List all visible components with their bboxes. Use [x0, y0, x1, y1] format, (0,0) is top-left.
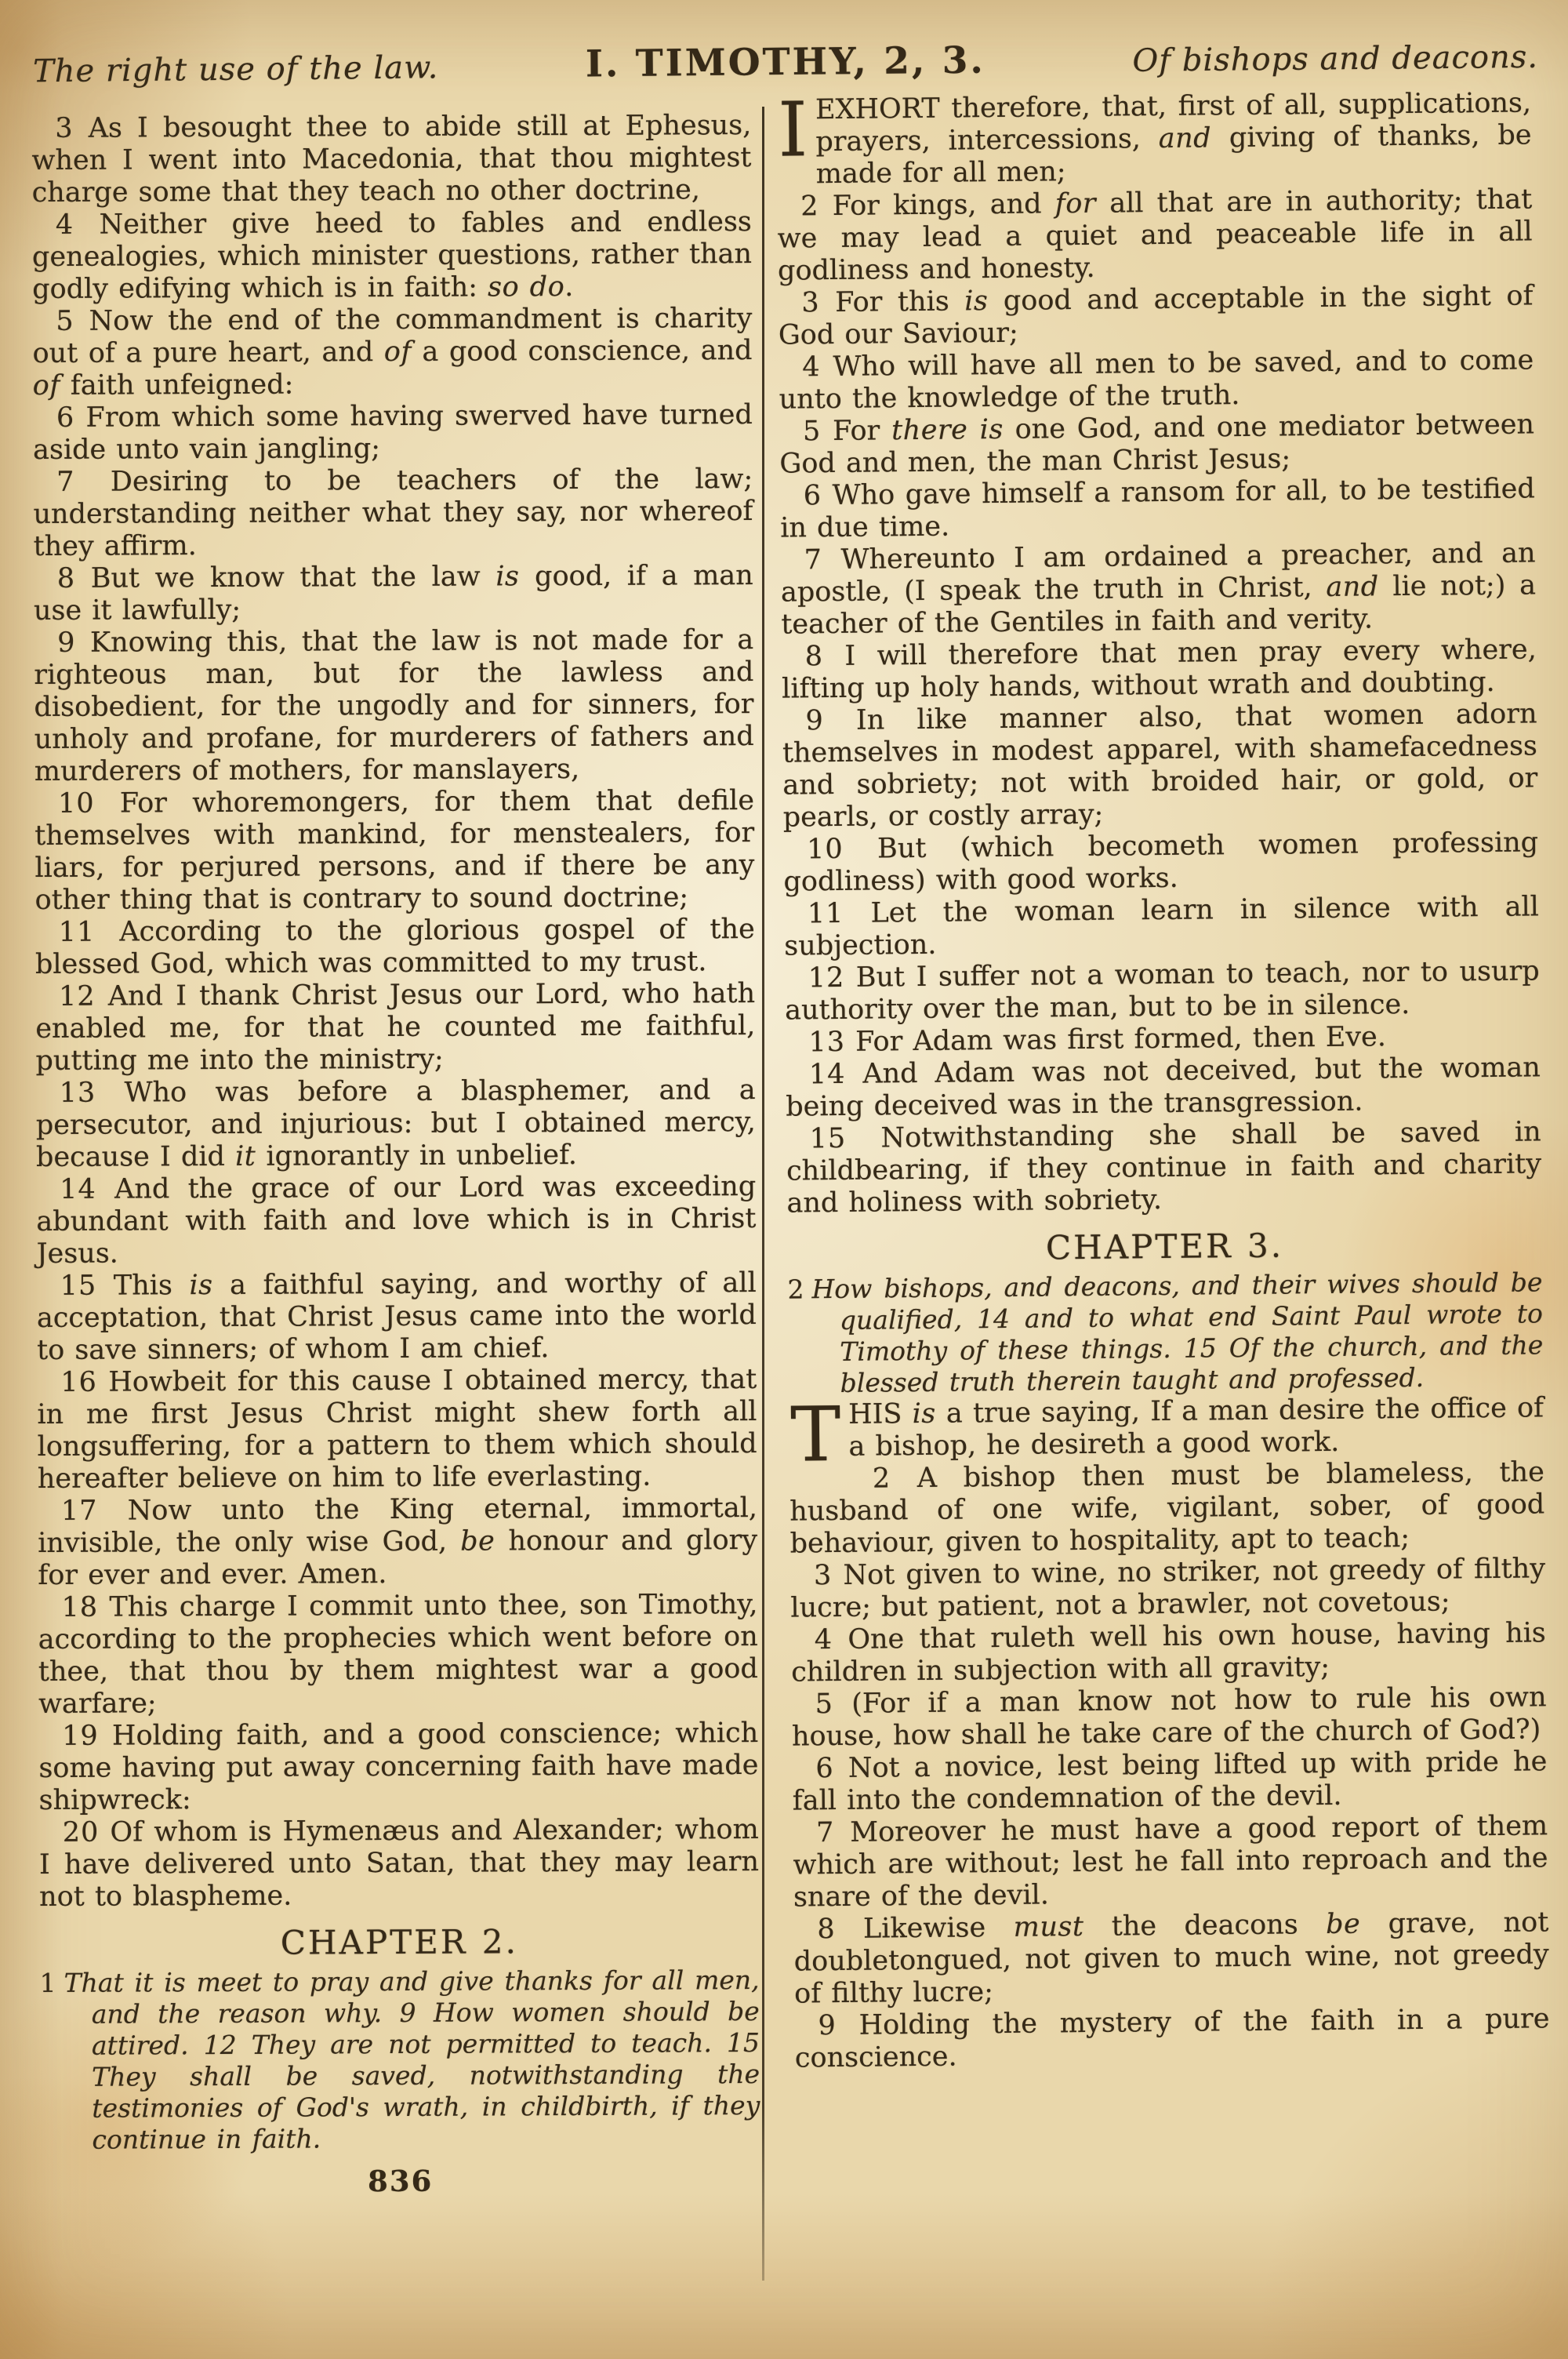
verse: 2 A bishop then must be blameless, the husband of one wife, vigilant, sober, of good behaviour, given to hospitality, apt to teach; [789, 1456, 1545, 1560]
verse: 11 Let the woman learn in silence with all subjection. [784, 891, 1540, 962]
verse: IEXHORT therefore, that, first of all, supplications, prayers, intercessions, and giving of thanks, be made for all men; [777, 85, 1532, 191]
verse: 7 Desiring to be teachers of the law; understanding neither what they say, nor whereof they affirm. [33, 463, 753, 563]
verse-number: 14 [808, 1058, 846, 1091]
verse-number: 8 [56, 562, 76, 594]
verse-number: 13 [59, 1077, 96, 1109]
running-header [33, 34, 1538, 91]
verse-number: 11 [58, 916, 96, 948]
verse: 19 Holding faith, and a good conscience; which some having put away concerning faith have made shipwreck: [38, 1717, 759, 1816]
verse: 10 For whoremongers, for them that defile themselves with mankind, for menstealers, for liars, for perjured persons, and if there be any other thing that is contrary to sound doctrine; [34, 785, 755, 917]
chapter-2-verses [776, 87, 1542, 1219]
chapter-3-summary [787, 1267, 1543, 1399]
chapter-1-verses [31, 110, 759, 1914]
verse: 20 Of whom is Hymenæus and Alexander; whom I have delivered unto Satan, that they may learn not to blaspheme. [38, 1813, 760, 1913]
chapter-3-heading: CHAPTER 3. [1045, 1226, 1284, 1267]
verse-number: 3 [801, 287, 820, 319]
verse: 15 Notwithstanding she shall be saved in childbearing, if they continue in faith and charity and holiness with sobriety. [786, 1116, 1542, 1219]
verse: 5 (For if a man know not how to rule his own house, how shall he take care of the church of God?) [791, 1681, 1547, 1753]
verse: 12 And I thank Christ Jesus our Lord, who hath enabled me, for that he counted me faithful, putting me into the ministry; [35, 977, 756, 1078]
verse-number: 2 [872, 1463, 891, 1495]
verse: 11 According to the glorious gospel of the blessed God, which was committed to my trust. [34, 914, 755, 981]
verse-number: 10 [806, 833, 844, 866]
right-column [776, 87, 1550, 2074]
verse-number: 12 [808, 961, 845, 994]
verse: 14 And the grace of our Lord was exceeding abundant with faith and love which is in Christ Jesus. [36, 1170, 757, 1270]
verse: 13 For Adam was first formed, then Eve. [808, 1021, 1387, 1059]
book-chapter-title: I. TIMOTHY, 2, 3. [585, 38, 986, 86]
verse: 18 This charge I commit unto thee, son Timothy, according to the prophecies which went before on thee, that thou by them mightest war a good warfare; [38, 1588, 758, 1720]
verse-number: 9 [57, 627, 76, 659]
verse: 6 From which some having swerved have turned aside unto vain jangling; [32, 399, 753, 467]
verse: 3 Not given to wine, no striker, not greedy of filthy lucre; but patient, not a brawler, not covetous; [790, 1553, 1546, 1624]
verse: 5 For there is one God, and one mediator between God and men, the man Christ Jesus; [779, 409, 1535, 480]
verse-number: 5 [802, 416, 822, 448]
summary-verse-marker: 1 [39, 1967, 56, 1998]
verse-number: 15 [60, 1270, 97, 1302]
verse: 3 For this is good and acceptable in the sight of God our Saviour; [778, 280, 1534, 351]
verse-number: 2 [800, 191, 819, 223]
verse-number: 4 [814, 1624, 833, 1656]
verse-number: 20 [62, 1816, 100, 1848]
verse-number: 15 [809, 1122, 847, 1155]
verse-number: 4 [55, 209, 74, 241]
verse: 15 This is a faithful saying, and worthy of all acceptation, that Christ Jesus came into the world to save sinners; of whom I am chief. [36, 1267, 757, 1367]
verse-number: 5 [815, 1688, 834, 1721]
verse-number: 14 [60, 1173, 96, 1205]
verse: THIS is a true saying, If a man desire the office of a bishop, he desireth a good work. [789, 1390, 1544, 1479]
verse: 5 Now the end of the commandment is charity out of a pure heart, and of a good conscience, and of faith unfeigned: [32, 303, 753, 402]
verse-number: 10 [57, 787, 95, 820]
chapter-2-heading: CHAPTER 2. [280, 1922, 519, 1962]
verse-number: 3 [55, 112, 74, 144]
verse: 4 Who will have all men to be saved, and to come unto the knowledge of the truth. [779, 344, 1534, 416]
verse-number: 7 [815, 1817, 835, 1849]
drop-cap: I [777, 85, 808, 174]
verse-number: 7 [56, 466, 75, 498]
verse-number: 7 [804, 544, 823, 576]
verse-number: 18 [61, 1591, 99, 1623]
verse-number: 12 [59, 980, 96, 1012]
verse: 3 As I besought thee to abide still at Ephesus, when I went into Macedonia, that thou mightest charge some that they teach no other doctrine, [31, 110, 752, 209]
summary-verse-marker: 2 [787, 1274, 804, 1305]
verse: 10 But (which becometh women professing godliness) with good works. [783, 827, 1539, 898]
verse: 4 One that ruleth well his own house, having his children in subjection with all gravity; [791, 1617, 1546, 1688]
verse: 13 Who was before a blasphemer, and a persecutor, and injurious: but I obtained mercy, because I did it ignorantly in unbelief. [35, 1074, 756, 1174]
verse: 9 In like manner also, that women adorn themselves in modest apparel, with shamefacedness and sobriety; not with broided hair, or gold, or pearls, or costly array; [782, 698, 1538, 834]
verse-number: 4 [802, 351, 821, 383]
verse-number: 3 [813, 1560, 833, 1592]
verse: 9 Knowing this, that the law is not made for a righteous man, but for the lawless and disobedient, for the ungodly and for sinners, for unholy and profane, for murderers of fathers and murderers of mothers, for manslayers, [34, 624, 754, 788]
verse: 6 Not a novice, lest being lifted up with pride he fall into the condemnation of the devil. [792, 1746, 1548, 1817]
verse: 8 Likewise must the deacons be grave, not doubletongued, not given to much wine, not greedy of filthy lucre; [793, 1906, 1549, 2010]
running-head-left: The right use of the law. [32, 49, 439, 90]
verse-number: 8 [817, 1914, 836, 1946]
verse: 4 Neither give heed to fables and endless genealogies, which minister questions, rather than godly edifying which is in faith: so do. [31, 206, 753, 306]
verse-number: 17 [60, 1495, 98, 1527]
verse: 7 Whereunto I am ordained a preacher, and an apostle, (I speak the truth in Christ, and lie not;) a teacher of the Gentiles in faith and verity. [780, 537, 1537, 641]
chapter-3-verses [789, 1392, 1550, 2074]
drop-cap: T [789, 1390, 841, 1479]
column-divider-rule [762, 107, 764, 2281]
running-head-right: Of bishops and deacons. [1132, 38, 1539, 79]
verse: 17 Now unto the King eternal, immortal, invisible, the only wise God, be honour and glory for ever and ever. Amen. [38, 1492, 758, 1591]
verse-number: 11 [807, 897, 844, 930]
verse-number: 6 [803, 480, 822, 512]
verse: 12 But I suffer not a woman to teach, nor to usurp authority over the man, but to be in silence. [784, 955, 1540, 1027]
summary-text: That it is meet to pray and give thanks for all men, and the reason why. 9 How women should be attired. 12 They are not permitted to teach. 15 They shall be saved, notwithstanding the testimonies of God's wrath, in childbirth, if they continue in faith. [64, 1964, 760, 2155]
left-column [31, 110, 760, 2199]
verse-number: 5 [56, 305, 74, 337]
verse-number: 13 [808, 1026, 846, 1059]
verse-number: 8 [804, 641, 824, 673]
verse: 2 For kings, and for all that are in authority; that we may lead a quiet and peaceable life in all godliness and honesty. [777, 184, 1533, 287]
verse: 14 And Adam was not deceived, but the woman being deceived was in the transgression. [786, 1052, 1541, 1123]
verse-number: 6 [56, 402, 75, 434]
verse-number: 16 [60, 1366, 97, 1398]
chapter-2-summary [40, 1965, 760, 2156]
verse-number: 9 [805, 705, 825, 737]
verse: 6 Who gave himself a ransom for all, to be testified in due time. [780, 473, 1535, 544]
verse-number: 9 [818, 2010, 837, 2042]
page-number: 836 [367, 2163, 434, 2199]
verse: 8 But we know that the law is good, if a man use it lawfully; [33, 560, 753, 627]
verse-number: 6 [815, 1753, 834, 1785]
verse: 9 Holding the mystery of the faith in a pure conscience. [794, 2003, 1550, 2074]
verse: 8 I will therefore that men pray every where, lifting up holy hands, without wrath and doubting. [781, 634, 1537, 705]
verse-number: 19 [62, 1720, 99, 1752]
verse: 16 Howbeit for this cause I obtained mercy, that in me first Jesus Christ might shew forth all longsuffering, for a pattern to them which should hereafter believe on him to life everlasting. [37, 1363, 757, 1495]
verse: 7 Moreover he must have a good report of them which are without; lest he fall into reproach and the snare of the devil. [793, 1810, 1548, 1914]
summary-text: How bishops, and deacons, and their wives should be qualified, 14 and to what end Saint Paul wrote to Timothy of these things. 15 Of the church, and the blessed truth therein taught and professed. [811, 1267, 1544, 1398]
